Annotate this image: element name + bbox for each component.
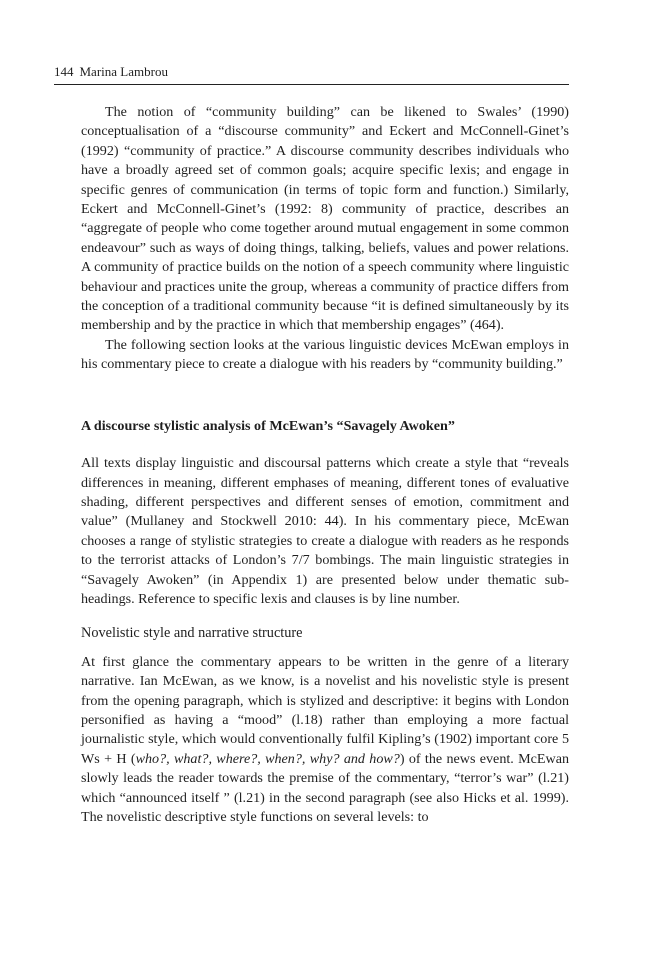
section-heading: A discourse stylistic analysis of McEwan’s “Savagely Awoken” [81, 417, 455, 434]
author-name: Marina Lambrou [79, 64, 168, 79]
paragraph-novelistic-style [81, 653, 569, 828]
text-run: At first glance the commentary appears to be written in the genre of a literary narrative. Ian McEwan, as we know, is a novelist and his novelistic style is present from the opening paragraph, which is stylized and descriptive: it begins with London personified as having a “mood” (l.18) rather than employing a more factual journalistic style, which would conventionally fulfil Kipling’s (1902) important core 5 Ws + H ( [81, 653, 569, 767]
paragraph-linguistic-patterns: All texts display linguistic and discoursal patterns which create a style that “reveals differences in meaning, different emphases of meaning, different tones of evaluative shading, different perspectives and different senses of emotion, commitment and value” (Mullaney and Stockwell 2010: 44). In his commentary piece, McEwan chooses a range of stylistic strategies to create a dialogue with readers as he responds to the terrorist attacks of London’s 7/7 bombings. The main linguistic strategies in “Savagely Awoken” (in Appendix 1) are presented below under thematic sub-headings. Reference to specific lexis and clauses is by line number. [81, 455, 569, 607]
page-number: 144 [54, 64, 74, 79]
subsection-heading: Novelistic style and narrative structure [81, 625, 303, 642]
paragraph-community-building: The notion of “community building” can be likened to Swales’ (1990) conceptualisation of a “discourse community” and Eckert and McConnell-Ginet’s (1992) “community of practice.” A discourse community describes individuals who have a broadly agreed set of common goals; acquire specific lexis; and engage in specific genres of communication (in terms of topic form and function.) Similarly, Eckert and McConnell-Ginet’s (1992: 8) community of practice, describes an “aggregate of people who come together around mutual engagement in some common endeavour” such as ways of doing things, talking, beliefs, values and power relations. A community of practice builds on the notion of a speech community where linguistic behaviour and practices unite the group, whereas a community of practice differs from the conception of a traditional community because “it is defined simultaneously by its membership and by the practice in which that membership engages” (464). [81, 104, 569, 334]
italic-questions: who?, what?, where?, when?, why? and how? [135, 750, 400, 767]
running-head [54, 64, 569, 85]
text-run: ) of the news event. McEwan slowly leads the reader towards the premise of the commentary, “terror’s war” (l.21) which “announced itself ” (l.21) in the second paragraph (see also Hicks et al. 1999). The novelistic descriptive style functions on several levels: to [81, 750, 570, 825]
paragraph-following-section: The following section looks at the various linguistic devices McEwan employs in his commentary piece to create a dialogue with his readers by “community building.” [81, 336, 569, 373]
page-body [81, 103, 569, 827]
